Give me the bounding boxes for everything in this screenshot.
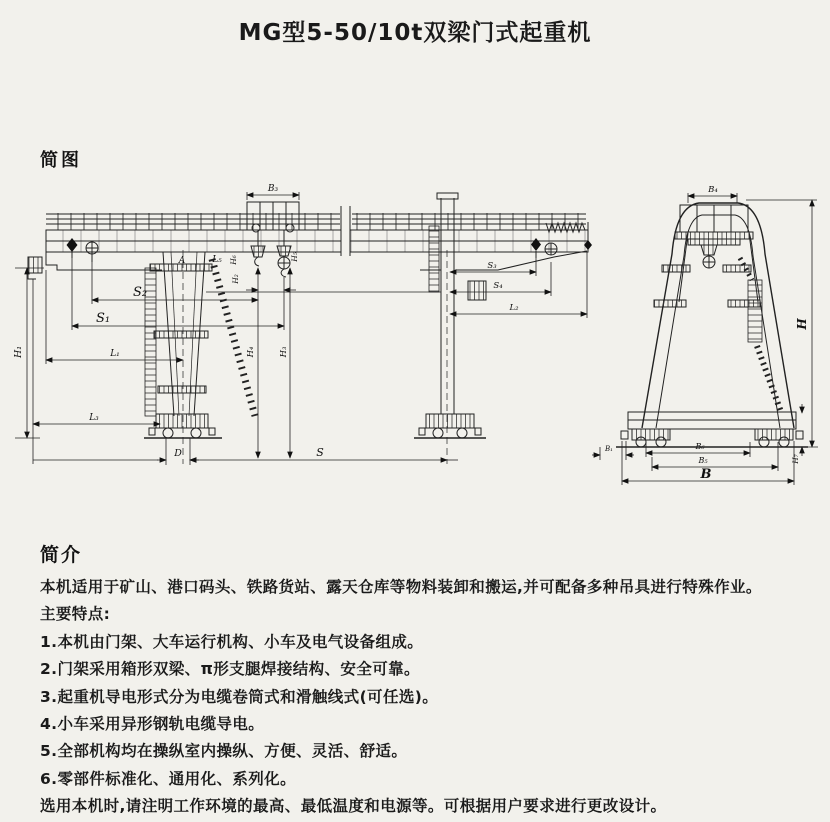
left-bogie — [156, 414, 208, 428]
dim-label-l3: L₃ — [89, 413, 99, 423]
page-title: MG型5-50/10t双梁门式起重机 — [238, 20, 592, 46]
dim-label-d: D — [174, 448, 182, 459]
intro-line: 2.门架采用箱形双梁、π形支腿焊接结构、安全可靠。 — [40, 660, 420, 679]
dim-label-h5: H₅ — [290, 252, 299, 262]
diagram-section-label: 简图 — [40, 150, 82, 171]
crane-diagram — [0, 148, 830, 522]
dim-label-l1: L₁ — [110, 349, 120, 359]
dim-label-h7: H₇ — [791, 454, 800, 464]
dim-label-b3: B₃ — [267, 184, 279, 194]
dim-label-h2: H₂ — [231, 274, 240, 284]
dim-label-s2: S₂ — [132, 285, 148, 300]
aux-hook-block — [251, 246, 265, 257]
intro-line: 主要特点: — [40, 605, 111, 624]
column-ladder — [429, 226, 439, 292]
intro-line: 3.起重机导电形式分为电缆卷筒式和滑触线式(可任选)。 — [40, 687, 439, 706]
bridge-girder — [28, 206, 588, 292]
dim-label-s: S — [316, 446, 324, 459]
intro-line: 1.本机由门架、大车运行机构、小车及电气设备组成。 — [40, 632, 424, 651]
front-view — [13, 184, 592, 465]
intro-text-block — [40, 574, 812, 821]
intro-line: 本机适用于矿山、港口码头、铁路货站、露天仓库等物料装卸和搬运,并可配备多种吊具进行特殊作业。 — [40, 578, 762, 596]
intro-line: 选用本机时,请注明工作环境的最高、最低温度和电源等。可根据用户要求进行更改设计。 — [40, 797, 667, 816]
dim-label-h: H — [795, 318, 809, 330]
dim-label-h1: H₁ — [13, 345, 24, 359]
dim-label-l2: L₂ — [509, 303, 519, 313]
dim-label-h4: H₄ — [246, 346, 256, 358]
left-buffer — [28, 257, 42, 273]
intro-line: 5.全部机构均在操纵室内操纵、方便、灵活、舒适。 — [40, 742, 408, 761]
dim-label-s4: S₄ — [493, 281, 503, 291]
label-l5: L₅ — [212, 255, 222, 265]
dim-label-b4: B₄ — [708, 185, 718, 195]
side-view — [592, 185, 818, 485]
intro-section-heading: 简介 — [40, 544, 83, 566]
dim-label-s3: S₃ — [487, 261, 497, 271]
equipment-box — [468, 281, 486, 300]
label-a: A — [178, 256, 186, 266]
intro-line: 6.零部件标准化、通用化、系列化。 — [40, 769, 296, 788]
side-base — [616, 412, 808, 447]
right-bogie — [426, 414, 474, 428]
side-stairs — [740, 258, 781, 412]
dim-label-b1: B₁ — [605, 445, 613, 453]
dim-label-s1: S₁ — [95, 311, 111, 326]
girder-break — [342, 206, 350, 256]
dim-label-b5: B₅ — [698, 456, 708, 465]
main-hook-block — [277, 246, 291, 256]
dim-label-b6: B₆ — [695, 442, 705, 451]
dim-label-h6: H₆ — [229, 255, 238, 265]
intro-line: 4.小车采用异形钢轨电缆导电。 — [40, 715, 265, 734]
dim-label-h3: H₃ — [279, 346, 289, 358]
dim-label-b: B — [700, 467, 712, 482]
